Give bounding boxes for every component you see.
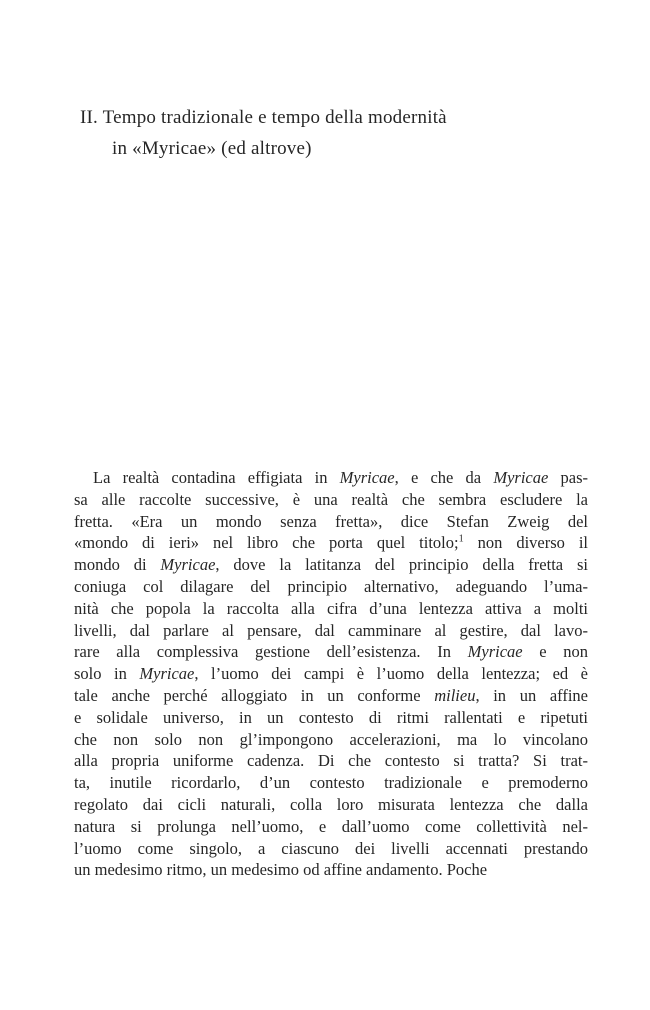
body-paragraph — [74, 467, 588, 881]
text-line: che non solo non gl’impongono accelerazioni, ma lo vincolano — [74, 729, 588, 749]
text-line: alla propria uniforme cadenza. Di che contesto si tratta? Si trat- — [74, 751, 588, 771]
text-line: mondo di Myricae, dove la latitanza del principio della fretta si — [74, 555, 588, 575]
chapter-title-line1: II. Tempo tradizionale e tempo della modernità — [80, 107, 447, 128]
text-line: tale anche perché alloggiato in un conforme milieu, in un affine — [74, 685, 588, 705]
text-line: nità che popola la raccolta alla cifra d’una lentezza attiva a molti — [74, 598, 588, 618]
text-line: sa alle raccolte successive, è una realtà che sembra escludere la — [74, 489, 588, 509]
text-line: livelli, dal parlare al pensare, dal camminare al gestire, dal lavo- — [74, 620, 588, 640]
text-line: ta, inutile ricordarlo, d’un contesto tradizionale e premoderno — [74, 773, 588, 793]
text-line: La realtà contadina effigiata in Myricae, e che da Myricae pas- — [93, 468, 588, 487]
footnote-marker: 1 — [458, 533, 464, 545]
text-line: rare alla complessiva gestione dell’esistenza. In Myricae e non — [74, 642, 588, 662]
text-line: solo in Myricae, l’uomo dei campi è l’uomo della lentezza; ed è — [74, 664, 588, 684]
text-line: regolato dai cicli naturali, colla loro misurata lentezza che dalla — [74, 794, 588, 814]
chapter-title-line2: in «Myricae» (ed altrove) — [112, 138, 312, 159]
text-line: l’uomo come singolo, a ciascuno dei livelli accennati prestando — [74, 838, 588, 858]
text-line: coniuga col dilagare del principio alternativo, adeguando l’uma- — [74, 576, 588, 596]
chapter-title — [80, 102, 447, 164]
text-line: un medesimo ritmo, un medesimo od affine andamento. Poche — [74, 860, 488, 880]
text-line: fretta. «Era un mondo senza fretta», dice Stefan Zweig del — [74, 511, 588, 531]
text-line: «mondo di ieri» nel libro che porta quel titolo;$^1$ non diverso il — [74, 533, 588, 553]
text-line: natura si prolunga nell’uomo, e dall’uomo come collettività nel- — [74, 816, 588, 836]
text-line: e solidale universo, in un contesto di ritmi rallentati e ripetuti — [74, 707, 588, 727]
